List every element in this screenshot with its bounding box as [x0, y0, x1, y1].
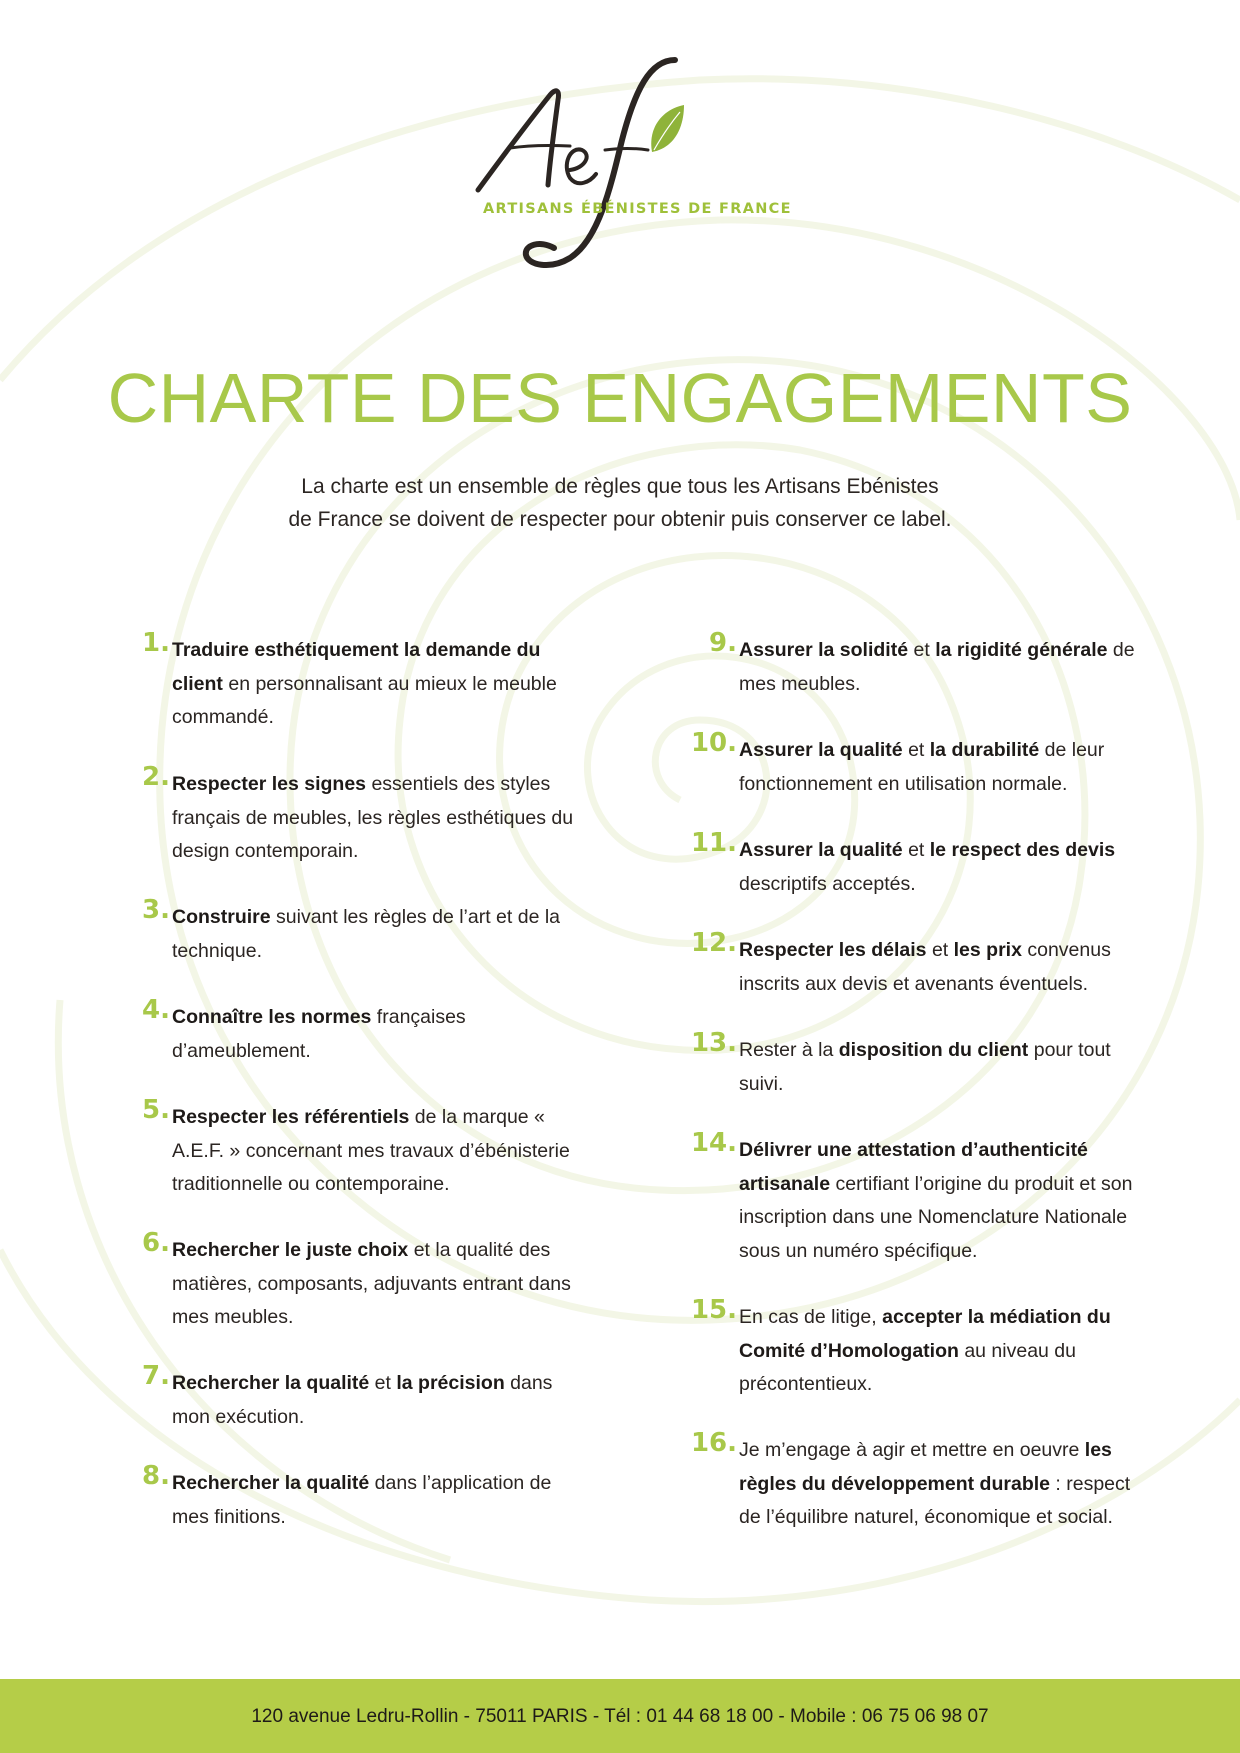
- commitment-text-bold: Rechercher le juste choix: [172, 1239, 409, 1261]
- aef-logo: [470, 50, 792, 300]
- commitment-text: [172, 768, 582, 869]
- commitment-text-regular: et la qualité des matières, composants, adjuvants entrant dans mes meubles.: [172, 1239, 571, 1328]
- commitment-text-regular: de mes meubles.: [739, 639, 1135, 695]
- commitment-number: 10.: [690, 728, 737, 758]
- commitment-text: [172, 1367, 582, 1434]
- commitment-text: [739, 1034, 1149, 1101]
- commitment-text-regular: certifiant l’origine du produit et son inscription dans une Nomenclature Nationale sous un numéro spécifique.: [739, 1172, 1133, 1262]
- commitment-text: [172, 1001, 582, 1068]
- commitment-text-bold: les règles du développement durable: [739, 1439, 1112, 1495]
- commitment-number: 11.: [690, 828, 737, 858]
- commitment-text-bold: accepter la médiation du Comité d’Homologation: [739, 1306, 1111, 1362]
- commitment-text-bold: Traduire esthétiquement la demande du client: [172, 639, 541, 695]
- commitment-text: [739, 734, 1149, 801]
- commitment-text-regular: Je m’engage à agir et mettre en oeuvre: [739, 1439, 1085, 1461]
- commitment-number: 1.: [142, 628, 170, 658]
- commitment-text-bold: la rigidité générale: [935, 639, 1108, 661]
- commitment-number: 2.: [142, 762, 170, 792]
- commitment-number: 16.: [690, 1428, 737, 1458]
- commitment-text-bold: les prix: [953, 939, 1022, 961]
- commitment-number: 13.: [690, 1028, 737, 1058]
- commitment-text-regular: et: [908, 639, 936, 661]
- commitment-text: [739, 634, 1149, 701]
- commitment-text-bold: Respecter les délais: [739, 939, 927, 961]
- commitment-number: 15.: [690, 1295, 737, 1325]
- commitment-text-bold: Rechercher la qualité: [172, 1372, 370, 1394]
- commitment-text: [739, 1134, 1149, 1268]
- commitment-text: [739, 934, 1149, 1001]
- intro-paragraph: [220, 470, 1020, 536]
- commitment-text: [172, 634, 582, 735]
- commitment-text-bold: Respecter les référentiels: [172, 1106, 410, 1128]
- footer-contact: 120 avenue Ledru-Rollin - 75011 PARIS - Tél : 01 44 68 18 00 - Mobile : 06 75 06 98 07: [251, 1706, 989, 1727]
- commitment-number: 8.: [142, 1461, 170, 1491]
- commitment-text-regular: et: [902, 839, 930, 861]
- commitment-text-bold: Rechercher la qualité: [172, 1472, 370, 1494]
- commitment-text-regular: convenus inscrits aux devis et avenants éventuels.: [739, 939, 1111, 995]
- page-title: CHARTE DES ENGAGEMENTS: [107, 359, 1133, 437]
- commitment-text: [739, 1301, 1149, 1402]
- aef-logo-mark: [470, 50, 770, 300]
- commitment-text-bold: Respecter les signes: [172, 773, 367, 795]
- commitment-text-bold: Assurer la solidité: [739, 639, 909, 661]
- commitment-number: 9.: [709, 628, 737, 658]
- commitment-text-regular: descriptifs acceptés.: [739, 872, 916, 895]
- footer-bar: [0, 1679, 1240, 1753]
- commitment-number: 7.: [142, 1361, 170, 1391]
- commitment-text-regular: de la marque « A.E.F. » concernant mes travaux d’ébénisterie traditionnelle ou contemporaine.: [172, 1106, 570, 1195]
- commitment-text-bold: la précision: [396, 1372, 505, 1394]
- commitment-number: 12.: [690, 928, 737, 958]
- commitment-text-regular: dans mon exécution.: [172, 1372, 553, 1428]
- commitment-text-bold: Assurer la qualité: [739, 739, 903, 761]
- commitment-text-bold: Assurer la qualité: [739, 839, 903, 861]
- logo-subtitle: ARTISANS ÉBÉNISTES DE FRANCE: [483, 201, 792, 217]
- commitment-text-regular: suivant les règles de l’art et de la technique.: [172, 906, 561, 962]
- intro-line-1: La charte est un ensemble de règles que tous les Artisans Ebénistes: [301, 475, 939, 498]
- commitment-text-bold: Construire: [172, 906, 271, 928]
- commitment-number: 6.: [142, 1228, 170, 1258]
- commitment-number: 3.: [142, 895, 170, 925]
- commitment-text-regular: Rester à la: [739, 1039, 839, 1061]
- commitment-text-regular: pour tout suivi.: [739, 1039, 1111, 1095]
- commitment-text: [739, 834, 1149, 901]
- commitment-text-bold: la durabilité: [929, 739, 1040, 761]
- commitment-text-regular: dans l’application de mes finitions.: [172, 1472, 552, 1528]
- commitment-text-bold: disposition du client: [838, 1039, 1029, 1061]
- commitment-text-regular: En cas de litige,: [739, 1306, 883, 1328]
- commitment-text-bold: Connaître les normes: [172, 1006, 372, 1028]
- commitment-text: [739, 1434, 1149, 1535]
- intro-line-2: de France se doivent de respecter pour obtenir puis conserver ce label.: [288, 508, 952, 531]
- commitment-text: [172, 1467, 582, 1534]
- commitment-text-regular: : respect de l’équilibre naturel, économique et social.: [739, 1472, 1131, 1528]
- commitment-number: 5.: [142, 1095, 170, 1125]
- commitment-text-regular: françaises d’ameublement.: [172, 1006, 466, 1062]
- commitment-number: 14.: [690, 1128, 737, 1158]
- commitment-text: [172, 901, 582, 968]
- commitment-text-bold: Délivrer une attestation d’authenticité artisanale: [739, 1139, 1088, 1195]
- commitment-text-regular: au niveau du précontentieux.: [739, 1339, 1077, 1395]
- commitment-text-bold: le respect des devis: [929, 839, 1116, 861]
- commitment-text-regular: de leur fonctionnement en utilisation normale.: [739, 739, 1105, 795]
- commitment-text-regular: essentiels des styles français de meubles, les règles esthétiques du design contemporain.: [172, 773, 574, 862]
- commitment-text: [172, 1101, 582, 1202]
- commitment-text-regular: et: [369, 1372, 397, 1394]
- commitment-text-regular: et: [926, 939, 954, 961]
- commitment-text: [172, 1234, 582, 1335]
- commitment-text-regular: et: [902, 739, 930, 761]
- commitment-text-regular: en personnalisant au mieux le meuble commandé.: [172, 672, 557, 728]
- commitment-number: 4.: [142, 995, 170, 1025]
